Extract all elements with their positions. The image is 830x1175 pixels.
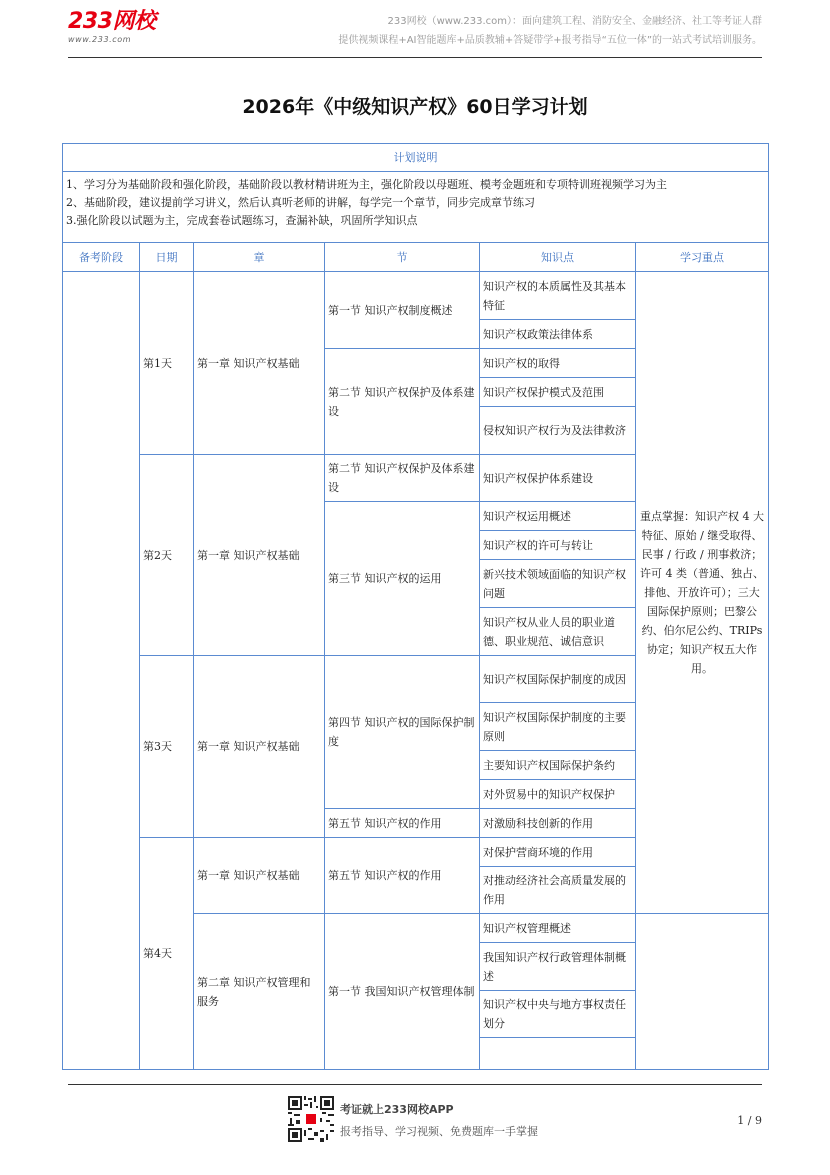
stage-cell: [63, 272, 140, 1070]
day-cell: 第2天: [140, 455, 194, 656]
knowledge-point: 对保护营商环境的作用: [480, 838, 636, 867]
section-cell: 第四节 知识产权的国际保护制度: [325, 656, 480, 809]
section-cell: 第五节 知识产权的作用: [325, 809, 480, 838]
col-knowledge-point: 知识点: [480, 243, 636, 272]
section-cell: 第一节 我国知识产权管理体制: [325, 914, 480, 1070]
knowledge-point: 知识产权的取得: [480, 349, 636, 378]
column-header-row: [63, 243, 769, 272]
knowledge-point: 新兴技术领域面临的知识产权问题: [480, 560, 636, 608]
page-header: [0, 0, 830, 58]
day-cell: 第4天: [140, 838, 194, 1070]
qr-code-icon: [288, 1096, 334, 1142]
logo[interactable]: [68, 10, 155, 44]
knowledge-point: 知识产权的本质属性及其基本特征: [480, 272, 636, 320]
footer-divider: [68, 1084, 762, 1085]
header-divider: [68, 57, 762, 58]
knowledge-point: 知识产权国际保护制度的成因: [480, 656, 636, 703]
knowledge-point: 知识产权国际保护制度的主要原则: [480, 703, 636, 751]
logo-url: www.233.com: [68, 35, 132, 44]
chapter-cell: 第一章 知识产权基础: [194, 272, 325, 455]
knowledge-point: 知识产权的许可与转让: [480, 531, 636, 560]
chapter-cell: 第二章 知识产权管理和服务: [194, 914, 325, 1070]
knowledge-point: 对推动经济社会高质量发展的作用: [480, 867, 636, 914]
section-cell: 第三节 知识产权的运用: [325, 502, 480, 656]
section-cell: 第一节 知识产权制度概述: [325, 272, 480, 349]
note-item: 1、学习分为基础阶段和强化阶段，基础阶段以教材精讲班为主，强化阶段以母题班、模考金题班和专项特训班视频学习为主: [66, 178, 667, 191]
day-cell: 第3天: [140, 656, 194, 838]
page-number: 1 / 9: [737, 1114, 762, 1127]
header-tagline: [338, 12, 762, 50]
knowledge-point: 知识产权政策法律体系: [480, 320, 636, 349]
knowledge-point: 侵权知识产权行为及法律救济: [480, 407, 636, 455]
chapter-cell: 第一章 知识产权基础: [194, 838, 325, 914]
plan-notes: [63, 172, 769, 243]
note-item: 2、基础阶段，建议提前学习讲义，然后认真听老师的讲解，每学完一个章节，同步完成章节练习: [66, 196, 535, 209]
tagline-line-1: 233网校（www.233.com）：面向建筑工程、消防安全、金融经济、社工等考证人群: [387, 16, 762, 27]
footer-subtitle: 报考指导、学习视频、免费题库一手掌握: [340, 1125, 538, 1138]
knowledge-point: 知识产权保护模式及范围: [480, 378, 636, 407]
notes-header: 计划说明: [63, 144, 769, 172]
page-title: 2026年《中级知识产权》60日学习计划: [242, 96, 588, 118]
logo-name: 网校: [112, 9, 156, 34]
focus-cell: [636, 914, 769, 1070]
knowledge-point: 知识产权中央与地方事权责任划分: [480, 991, 636, 1038]
chapter-cell: 第一章 知识产权基础: [194, 656, 325, 838]
knowledge-point: 知识产权管理概述: [480, 914, 636, 943]
day-cell: 第1天: [140, 272, 194, 455]
col-section: 节: [325, 243, 480, 272]
col-chapter: 章: [194, 243, 325, 272]
col-focus: 学习重点: [636, 243, 769, 272]
focus-cell: 重点掌握：知识产权 4 大特征、原始 / 继受取得、民事 / 行政 / 刑事救济；许可 4 类（普通、独占、排他、开放许可）；三大国际保护原则；巴黎公约、伯尔尼公约、TRIPs 协定；知识产权五大作用。: [636, 272, 769, 914]
knowledge-point: 知识产权保护体系建设: [480, 455, 636, 502]
knowledge-point: 对外贸易中的知识产权保护: [480, 780, 636, 809]
tagline-line-2: 提供视频课程+AI智能题库+品质教辅+答疑带学+报考指导“五位一体”的一站式考试培训服务。: [338, 35, 762, 46]
knowledge-point: [480, 1038, 636, 1070]
study-plan-table: [62, 143, 769, 1070]
knowledge-point: 主要知识产权国际保护条约: [480, 751, 636, 780]
section-cell: 第二节 知识产权保护及体系建设: [325, 349, 480, 455]
section-cell: 第五节 知识产权的作用: [325, 838, 480, 914]
footer-app-promo[interactable]: 考证就上233网校APP: [340, 1103, 454, 1116]
knowledge-point: 我国知识产权行政管理体制概述: [480, 943, 636, 991]
chapter-cell: 第一章 知识产权基础: [194, 455, 325, 656]
knowledge-point: 知识产权运用概述: [480, 502, 636, 531]
note-item: 3.强化阶段以试题为主，完成套卷试题练习，查漏补缺，巩固所学知识点: [66, 214, 418, 227]
col-stage: 备考阶段: [63, 243, 140, 272]
section-cell: 第二节 知识产权保护及体系建设: [325, 455, 480, 502]
col-date: 日期: [140, 243, 194, 272]
knowledge-point: 知识产权从业人员的职业道德、职业规范、诚信意识: [480, 608, 636, 656]
knowledge-point: 对激励科技创新的作用: [480, 809, 636, 838]
logo-number: 233: [68, 9, 113, 34]
